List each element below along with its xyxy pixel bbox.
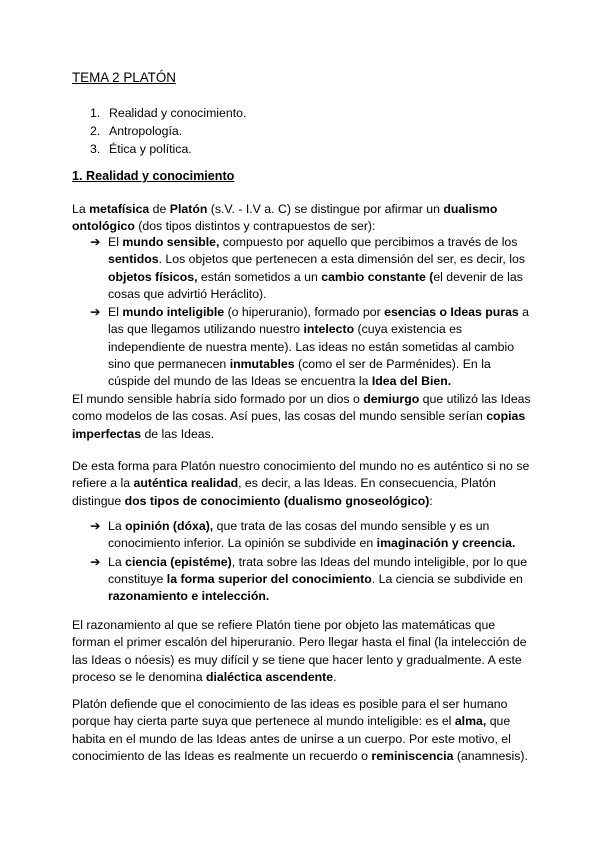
toc-number: 3. bbox=[90, 142, 101, 156]
toc-label: Realidad y conocimiento. bbox=[109, 106, 247, 120]
paragraph-demiurgo: El mundo sensible habría sido formado por un dios o demiurgo que utilizó las Ideas como modelos de las cosas. Así pues, las cosas del mundo sensible serían copias imperfectas de las Ideas. bbox=[72, 392, 531, 441]
toc-label: Ética y política. bbox=[109, 142, 192, 156]
bullet-ciencia: ➔ La ciencia (epistéme), trata sobre las Ideas del mundo inteligible, por lo que constituye la forma superior del conocimiento. La ciencia se subdivide en razonamiento e intelección. bbox=[90, 554, 528, 604]
bullet-list-mundos bbox=[90, 234, 536, 392]
arrow-icon: ➔ bbox=[90, 519, 101, 533]
paragraph-metafisica: La metafísica de Platón (s.V. - I.V a. C) se distingue por afirmar un dualismo ontológico (dos tipos distintos y contrapuestos de ser): bbox=[72, 202, 498, 234]
bullet-mundo-inteligible: ➔ El mundo inteligible (o hiperuranio), formado por esencias o Ideas puras a las que llegamos utilizando nuestro intelecto (cuya existencia es independiente de nuestra mente). Las ideas no están sometidas al cambio sino que permanecen inmutables (como el ser de Parménides). En la cúspide del mundo de las Ideas se encuentra la Idea del Bien. bbox=[90, 305, 530, 389]
arrow-icon: ➔ bbox=[90, 305, 101, 320]
toc-number: 1. bbox=[90, 106, 101, 120]
toc-number: 2. bbox=[90, 124, 101, 138]
toc-label: Antropología. bbox=[109, 124, 183, 138]
section-heading: 1. Realidad y conocimiento bbox=[72, 169, 235, 183]
page-title: TEMA 2 PLATÓN bbox=[72, 70, 176, 85]
toc-item bbox=[90, 122, 246, 140]
toc-item bbox=[90, 104, 246, 122]
table-of-contents bbox=[90, 104, 246, 158]
paragraph-razonamiento: El razonamiento al que se refiere Platón tiene por objeto las matemáticas que forman el primer escalón del hiperuranio. Pero llegar hasta el final (la intelección de las Ideas o nóesis) es muy difícil y se tiene que hacer lento y gradualmente. A este proceso se le denomina dialéctica ascendente. bbox=[72, 618, 527, 684]
bullet-opinion: ➔ La opinión (dóxa), que trata de las cosas del mundo sensible y es un conocimiento inferior. La opinión se subdivide en imaginación y creencia. bbox=[90, 519, 516, 551]
arrow-icon: ➔ bbox=[90, 554, 101, 569]
paragraph-conocimiento: De esta forma para Platón nuestro conocimiento del mundo no es auténtico si no se refiere a la auténtica realidad, es decir, a las Ideas. En consecuencia, Platón distingue dos tipos de conocimiento (dualismo gnoseológico): bbox=[72, 459, 530, 508]
bullet-mundo-sensible: ➔ El mundo sensible, compuesto por aquello que percibimos a través de los sentidos. Los objetos que pertenecen a esta dimensión del ser, es decir, los objetos físicos, están sometidos a un cambio constante (el devenir de las cosas que advirtió Heráclito). bbox=[90, 235, 525, 301]
paragraph-alma: Platón defiende que el conocimiento de las ideas es posible para el ser humano porque hay cierta parte suya que pertenece al mundo inteligible: es el alma, que habita en el mundo de las Ideas antes de unirse a un cuerpo. Por este motivo, el conocimiento de las Ideas es realmente un recuerdo o reminiscencia (anamnesis). bbox=[72, 697, 528, 763]
toc-item bbox=[90, 140, 246, 158]
bullet-list-conocimiento bbox=[90, 518, 536, 606]
arrow-icon: ➔ bbox=[90, 235, 101, 249]
